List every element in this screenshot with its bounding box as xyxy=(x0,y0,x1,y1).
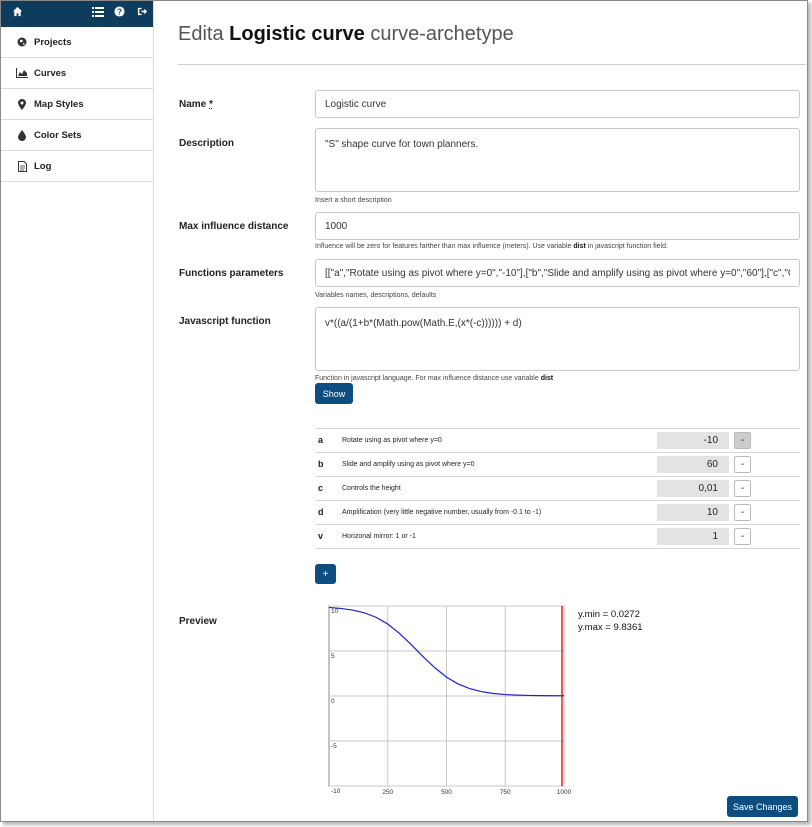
js-function-help xyxy=(315,375,553,382)
sidebar xyxy=(1,1,154,821)
save-changes-button[interactable]: Save Changes xyxy=(727,796,798,817)
y-tick-label: -5 xyxy=(331,743,337,750)
js-function-label: Javascript function xyxy=(179,316,271,327)
remove-param-button[interactable]: - xyxy=(734,456,751,473)
preview-label: Preview xyxy=(179,616,217,627)
x-tick-label: 500 xyxy=(441,789,452,796)
preview-chart xyxy=(315,604,572,796)
svg-text:?: ? xyxy=(116,7,122,17)
param-row-a xyxy=(315,429,800,453)
sidebar-item-curves[interactable] xyxy=(1,58,153,89)
title-curve-name: Logistic curve xyxy=(229,23,365,45)
param-key: v xyxy=(318,531,324,541)
max-influence-input[interactable] xyxy=(315,212,800,240)
params-help: Variables names, descriptions, defaults xyxy=(315,292,437,299)
max-help-text-end: in javascript function field. xyxy=(587,243,668,250)
js-help-var: dist xyxy=(540,375,554,382)
param-row-c xyxy=(315,477,800,501)
max-influence-label: Max influence distance xyxy=(179,221,289,232)
remove-param-button[interactable]: - xyxy=(734,504,751,521)
param-row-b xyxy=(315,453,800,477)
y-max-readout: y.max = 9.8361 xyxy=(578,622,643,633)
required-marker: * xyxy=(209,99,213,110)
x-tick-label: 750 xyxy=(499,789,511,796)
sidebar-item-label: Projects xyxy=(34,36,72,48)
x-tick-label: 1000 xyxy=(556,789,572,796)
main-content xyxy=(154,1,809,821)
logout-icon[interactable] xyxy=(134,6,150,22)
y-tick-label: 10 xyxy=(331,608,339,615)
max-influence-help xyxy=(315,243,668,250)
y-min-readout: y.min = 0.0272 xyxy=(578,609,640,620)
param-value[interactable]: -10 xyxy=(657,432,729,449)
file-icon xyxy=(15,161,29,172)
globe-icon xyxy=(15,37,29,47)
param-value[interactable]: 0,01 xyxy=(657,480,729,497)
max-help-text: Influence will be zero for features farther than max influence (meters). Use variable xyxy=(315,243,572,250)
params-table xyxy=(315,428,800,549)
name-input[interactable] xyxy=(315,90,800,118)
sidebar-item-log[interactable] xyxy=(1,151,153,182)
param-value[interactable]: 60 xyxy=(657,456,729,473)
help-icon[interactable] xyxy=(111,6,127,22)
param-description: Horizonal mirror: 1 or -1 xyxy=(342,533,416,540)
title-suffix: curve-archetype xyxy=(370,23,514,45)
sidebar-item-label: Log xyxy=(34,160,52,172)
y-tick-label: 5 xyxy=(331,653,335,660)
remove-param-button[interactable]: - xyxy=(734,528,751,545)
title-divider xyxy=(178,64,806,65)
y-tick-label: -10 xyxy=(331,788,341,795)
sidebar-item-label: Curves xyxy=(34,67,67,79)
params-label: Functions parameters xyxy=(179,268,284,279)
description-help: Insert a short description xyxy=(315,197,392,204)
param-description: Slide and amplify using as pivot where y=0 xyxy=(342,461,475,468)
param-row-v xyxy=(315,525,800,549)
js-help-text: Function in javascript language. For max influence distance use variable xyxy=(315,375,539,382)
js-function-textarea[interactable] xyxy=(315,307,800,371)
home-icon[interactable] xyxy=(9,6,25,22)
list-icon[interactable] xyxy=(90,6,106,22)
x-tick-label: 250 xyxy=(382,789,394,796)
params-input[interactable] xyxy=(315,259,800,287)
param-row-d xyxy=(315,501,800,525)
y-tick-label: 0 xyxy=(331,698,335,705)
name-label-text: Name xyxy=(179,99,207,110)
chart-svg xyxy=(315,604,572,796)
name-label xyxy=(179,99,213,110)
param-description: Rotate using as pivot where y=0 xyxy=(342,437,442,444)
description-label: Description xyxy=(179,138,235,149)
param-key: a xyxy=(318,435,324,445)
param-value[interactable]: 1 xyxy=(657,528,729,545)
description-textarea[interactable] xyxy=(315,128,800,192)
param-value[interactable]: 10 xyxy=(657,504,729,521)
sidebar-item-projects[interactable] xyxy=(1,27,153,58)
remove-param-button[interactable]: - xyxy=(734,480,751,497)
preview-stats xyxy=(578,608,643,634)
sidebar-item-label: Color Sets xyxy=(34,129,82,141)
param-key: c xyxy=(318,483,324,493)
area-chart-icon xyxy=(15,68,29,78)
page-title xyxy=(178,23,514,46)
param-description: Controls the height xyxy=(342,485,401,492)
sidebar-topbar xyxy=(1,1,153,27)
sidebar-item-color-sets[interactable] xyxy=(1,120,153,151)
remove-param-button[interactable]: - xyxy=(734,432,751,449)
param-description: Amplification (very little negative number, usually from -0.1 to -1) xyxy=(342,509,542,516)
map-marker-icon xyxy=(15,99,29,110)
show-button[interactable]: Show xyxy=(315,383,353,404)
add-param-button[interactable]: + xyxy=(315,564,336,584)
sidebar-item-map-styles[interactable] xyxy=(1,89,153,120)
title-prefix: Edita xyxy=(178,23,224,45)
sidebar-item-label: Map Styles xyxy=(34,98,84,110)
param-key: b xyxy=(318,459,324,469)
param-key: d xyxy=(318,507,324,517)
max-help-var: dist xyxy=(573,243,586,250)
tint-icon xyxy=(15,130,29,141)
